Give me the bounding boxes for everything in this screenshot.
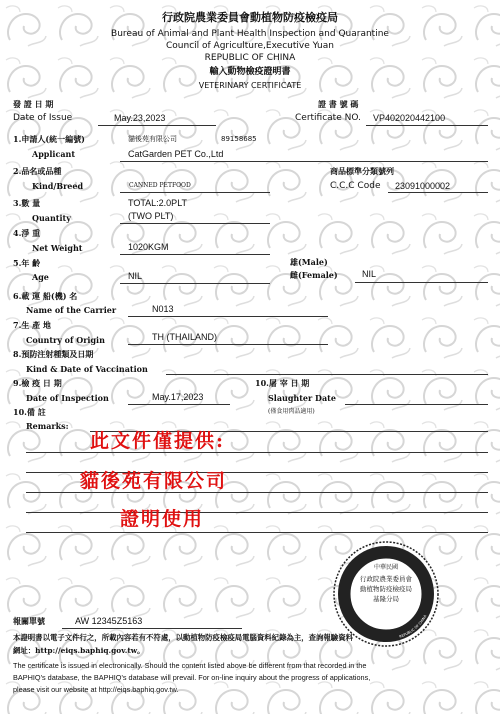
certificate-title-en: VETERINARY CERTIFICATE	[198, 81, 302, 90]
agency-name-cn: 行政院農業委員會動植物防疫檢疫局	[162, 11, 338, 24]
customs-ref-value: AW 12345Z5163	[75, 616, 143, 626]
remarks-line-4	[26, 492, 488, 493]
footer-note-cn-1: 本證明書以電子文件行之，所載內容若有不符處，以動植物防疫檢疫局電腦資料紀錄為主，查詢報驗資料	[13, 633, 353, 642]
slaughter-note: (僅食用肉品適用)	[268, 408, 315, 415]
sex-value: NIL	[362, 269, 377, 279]
ccc-label-cn: 商品標準分類號列	[330, 166, 394, 176]
slaughter-label-cn: 10.屠 宰 日 期	[255, 378, 310, 388]
cert-no-label-en: Certificate NO.	[295, 113, 361, 123]
origin-label-cn: 7.生 產 地	[13, 320, 51, 330]
quantity-value-words: (TWO PLT)	[128, 211, 174, 221]
carrier-label-en: Name of the Carrier	[26, 305, 117, 315]
inspection-underline	[128, 404, 230, 405]
applicant-name-cn: 貓後苑有限公司	[128, 135, 177, 143]
sex-underline	[355, 282, 488, 283]
slaughter-underline	[345, 404, 488, 405]
issue-date-value: May.23,2023	[114, 113, 166, 123]
footer-note-en-1: The certificate is issued in electronically. Should the content listed above be different from that recorded in the	[13, 661, 367, 670]
seal-top-text: 中華民國	[373, 564, 398, 571]
vaccination-underline	[166, 374, 488, 375]
certificate-title-cn: 輸入動物檢疫證明書	[209, 67, 291, 77]
remarks-line-5	[26, 512, 488, 513]
quantity-label-cn: 3.數 量	[13, 198, 41, 208]
weight-label-en: Net Weight	[32, 243, 83, 253]
seal-ring-small-text: REPUBLIC OF CHINA	[398, 614, 428, 639]
origin-label-en: Country of Origin	[26, 335, 105, 345]
agency-name-en: Bureau of Animal and Plant Health Inspection and Quarantine	[111, 29, 389, 39]
male-label: 雄(Male)	[290, 257, 328, 267]
applicant-underline	[120, 161, 488, 162]
cert-no-label-cn: 證 書 號 碼	[318, 99, 359, 109]
kind-underline	[120, 192, 270, 193]
age-label-cn: 5.年 齡	[13, 258, 41, 268]
ccc-value: 23091000002	[395, 181, 451, 191]
issue-date-label-en: Date of Issue	[13, 113, 73, 123]
remarks-label-cn: 10.備 註	[13, 407, 46, 417]
council-name-en: Council of Agriculture,Executive Yuan	[166, 41, 334, 51]
origin-underline	[128, 344, 328, 345]
slaughter-label-en: Slaughter Date	[268, 393, 336, 403]
applicant-label-en: Applicant	[32, 149, 76, 159]
weight-underline	[120, 254, 270, 255]
cert-no-underline	[366, 125, 488, 126]
applicant-value-en: CatGarden PET Co.,Ltd	[128, 149, 224, 159]
seal-ring-text: KEELUNG OFFICE	[359, 614, 413, 630]
cert-no-value: VP402020442100	[373, 113, 446, 123]
age-value: NIL	[128, 271, 143, 281]
applicant-label-cn: 1.申請人(統一編號)	[13, 134, 85, 144]
customs-ref-underline	[62, 628, 242, 629]
footer-note-en-2: BAPHIQ's database, the BAPHIQ's database will prevail. For on-line inquiry about the progress of applications,	[13, 673, 371, 682]
inspection-label-cn: 9.檢 疫 日 期	[13, 378, 62, 388]
footer-note-cn-2: 網址：http://eiqs.baphiq.gov.tw。	[13, 646, 145, 655]
seal-graphic	[332, 540, 440, 648]
remarks-line-2	[26, 452, 488, 453]
vaccination-label-cn: 8.預防注射種類及日期	[13, 349, 94, 359]
kind-label-en: Kind/Breed	[32, 181, 84, 191]
kind-value: CANNED PETFOOD	[129, 182, 191, 189]
issue-date-underline	[98, 125, 216, 126]
seal-line-1: 行政院農業委員會	[360, 575, 412, 583]
origin-value: TH (THAILAND)	[152, 332, 217, 342]
ccc-label-en: C.C.C Code	[330, 181, 381, 191]
kind-label-cn: 2.品名或品種	[13, 166, 62, 176]
female-label: 雌(Female)	[290, 270, 338, 280]
official-seal	[332, 540, 440, 648]
seal-line-2: 動植物防疫檢疫局	[360, 585, 412, 593]
footer-note-en-3: please visit our website at http://eiqs.baphiq.gov.tw.	[13, 685, 179, 694]
overlay-text-line-1: 此文件僅提供:	[90, 430, 226, 452]
carrier-value: N013	[152, 304, 174, 314]
applicant-tax-id: 89158685	[221, 135, 257, 143]
inspection-label-en: Date of Inspection	[26, 393, 109, 403]
ccc-underline	[388, 192, 488, 193]
remarks-line-6	[26, 532, 488, 533]
age-label-en: Age	[32, 272, 49, 282]
age-underline	[120, 283, 270, 284]
remarks-label-en: Remarks:	[26, 421, 69, 431]
country-name-en: REPUBLIC OF CHINA	[204, 53, 296, 63]
carrier-label-cn: 6.載 運 船(機) 名	[13, 291, 78, 301]
quantity-label-en: Quantity	[32, 213, 71, 223]
overlay-text-line-2: 貓後苑有限公司	[80, 470, 228, 492]
issue-date-label-cn: 發 證 日 期	[13, 99, 54, 109]
weight-value: 1020KGM	[128, 242, 169, 252]
carrier-underline	[128, 316, 328, 317]
seal-line-3: 基隆分局	[373, 595, 399, 603]
overlay-text-line-3: 證明使用	[120, 508, 205, 530]
weight-label-cn: 4.淨 重	[13, 228, 41, 238]
quantity-value-total: TOTAL:2.0PLT	[128, 198, 188, 208]
quantity-underline	[120, 223, 270, 224]
customs-ref-label: 報關單號	[13, 616, 45, 626]
inspection-value: May.17,2023	[152, 392, 204, 402]
vaccination-label-en: Kind & Date of Vaccination	[26, 364, 148, 374]
